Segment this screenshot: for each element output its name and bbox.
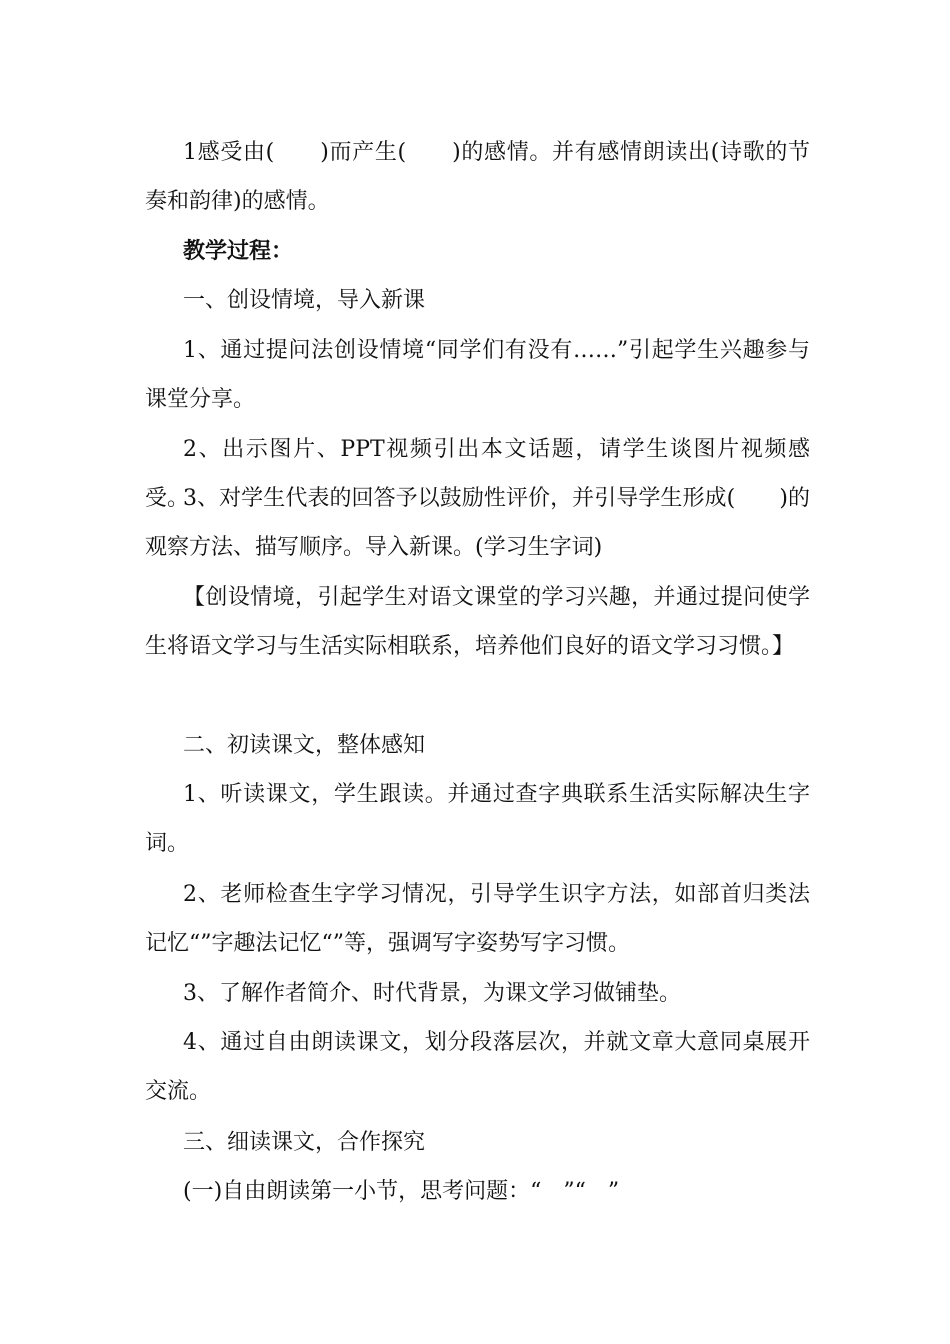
objective-paragraph: 1感受由( )而产生( )的感情。并有感情朗读出(诗歌的节奏和韵律)的感情。 xyxy=(145,140,810,214)
step-2-item-1: 1、听读课文，学生跟读。并通过查字典联系生活实际解决生字词。 xyxy=(145,782,810,856)
step-1-item-3: 3、对学生代表的回答予以鼓励性评价，并引导学生形成( )的观察方法、描写顺序。导入新课。(学习生字词) xyxy=(145,486,810,560)
step-3-item-1: (一)自由朗读第一小节，思考问题：“ ”“ ” xyxy=(183,1179,620,1204)
section-heading-teaching-process: 教学过程： xyxy=(183,238,294,264)
step-heading-3: 三、细读课文，合作探究 xyxy=(183,1130,426,1155)
design-note-paragraph: 【创设情境，引起学生对语文课堂的学习兴趣，并通过提问使学生将语文学习与生活实际相联系，培养他们良好的语文学习习惯。】 xyxy=(145,585,810,659)
step-heading-2: 二、初读课文，整体感知 xyxy=(183,733,426,758)
step-1-item-1: 1、通过提问法创设情境“同学们有没有……”引起学生兴趣参与课堂分享。 xyxy=(145,338,810,412)
step-2-item-3: 3、了解作者简介、时代背景，为课文学习做铺垫。 xyxy=(183,981,681,1006)
step-2-item-2: 2、老师检查生字学习情况，引导学生识字方法，如部首归类法记忆“”字趣法记忆“”等，强调写字姿势写字习惯。 xyxy=(145,882,810,956)
step-1-item-2: 2、出示图片、PPT视频引出本文话题，请学生谈图片视频感受。 xyxy=(145,437,810,511)
step-heading-1: 一、创设情境，导入新课 xyxy=(183,288,426,313)
step-2-item-4: 4、通过自由朗读课文，划分段落层次，并就文章大意同桌展开交流。 xyxy=(145,1030,810,1104)
